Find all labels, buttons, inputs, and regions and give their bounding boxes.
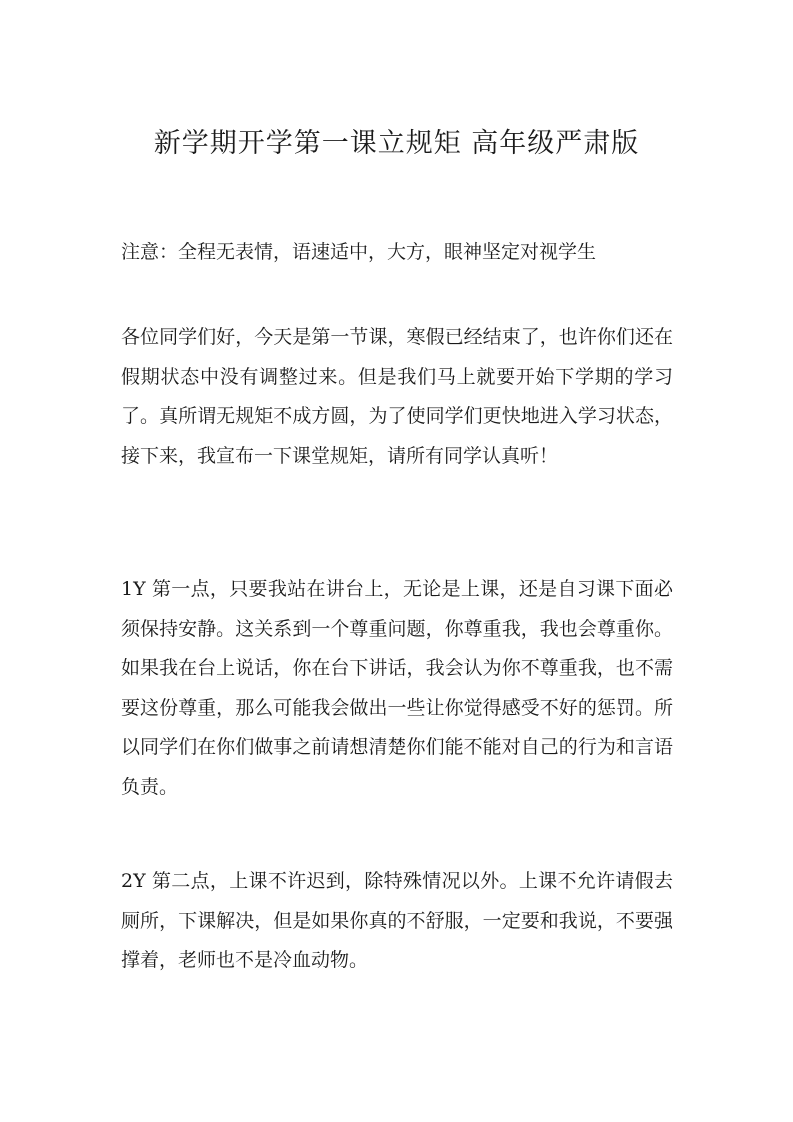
rule-two-paragraph: 2Y 第二点，上课不许迟到，除特殊情况以外。上课不允许请假去厕所，下课解决，但是如果你真的不舒服，一定要和我说，不要强撑着，老师也不是冷血动物。 bbox=[121, 870, 673, 971]
intro-paragraph: 各位同学们好，今天是第一节课，寒假已经结束了，也许你们还在假期状态中没有调整过来。但是我们马上就要开始下学期的学习了。真所谓无规矩不成方圆，为了使同学们更快地进入学习状态，接下来，我宣布一下课堂规矩，请所有同学认真听！ bbox=[121, 326, 673, 467]
document-title: 新学期开学第一课立规矩 高年级严肃版 bbox=[153, 128, 640, 159]
note-paragraph: 注意：全程无表情，语速适中，大方，眼神坚定对视学生 bbox=[121, 241, 597, 263]
rule-one-paragraph: 1Y 第一点，只要我站在讲台上，无论是上课，还是自习课下面必须保持安静。这关系到一个尊重问题，你尊重我，我也会尊重你。如果我在台上说话，你在台下讲话，我会认为你不尊重我，也不需要这份尊重，那么可能我会做出一些让你觉得感受不好的惩罚。所以同学们在你们做事之前请想清楚你们能不能对自己的行为和言语负责。 bbox=[121, 578, 673, 798]
